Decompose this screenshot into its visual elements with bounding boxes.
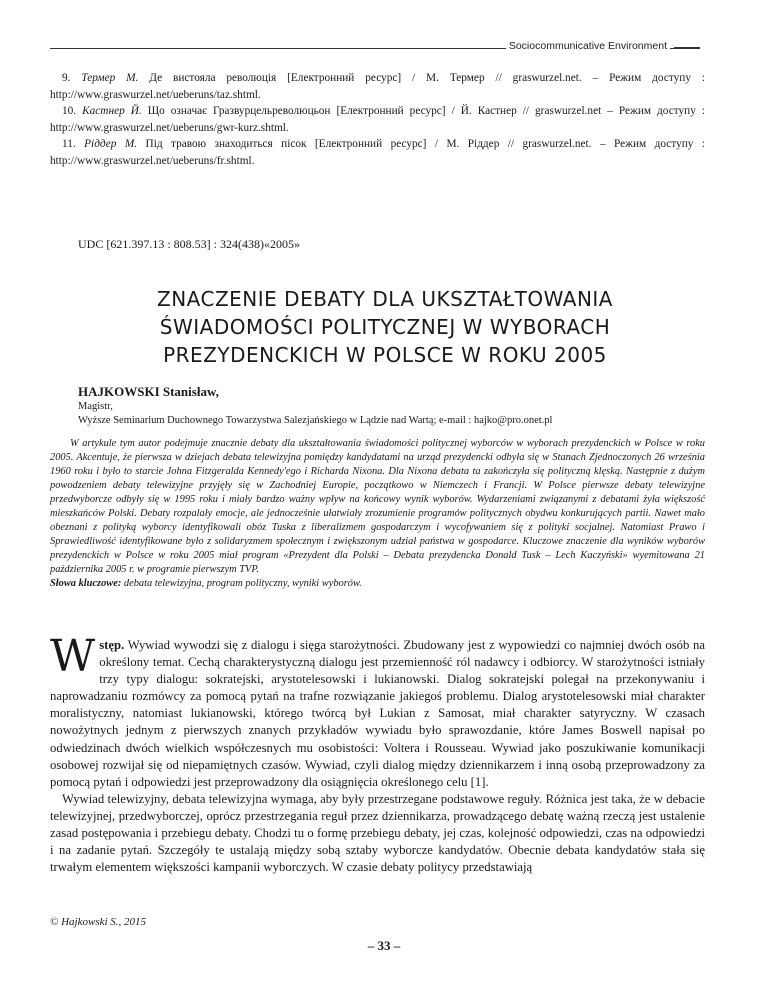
journal-name: Sociocommunicative Environment xyxy=(506,40,670,52)
reference-author: Термер М. xyxy=(81,72,139,84)
header-rule-tail xyxy=(674,47,700,49)
abstract xyxy=(50,437,705,590)
title-line: PREZYDENCKICH W POLSCE W ROKU 2005 xyxy=(163,343,607,367)
keywords-label: Słowa kluczowe: xyxy=(50,577,122,589)
copyright: © Hajkowski S., 2015 xyxy=(50,916,147,928)
page-number: – 33 – xyxy=(367,938,401,953)
author-block xyxy=(78,384,698,428)
title-line: ZNACZENIE DEBATY DLA UKSZTAŁTOWANIA xyxy=(157,287,613,311)
reference-list xyxy=(50,70,705,169)
reference-item: 10. Кастнер Й. Що означає Гразвурцельреволюцьон [Електронний ресурс] / Й. Кастнер // graswurzel.net – Режим доступу : http://www.graswurzel.net/ueberuns/gwr-kurz.shtml. xyxy=(50,105,705,134)
drop-cap: W xyxy=(50,631,96,682)
body-paragraph: Wywiad telewizyjny, debata telewizyjna wymaga, aby były przestrzegane podstawowe reguły. Różnica jest taka, że w debacie telewizyjnej, przedwyborczej, oprócz przestrzegania reguł przez dziennikarza, prowadzącego debatę ważną rzeczą jest ustalenie zasad postępowania i przebiegu debaty. Chodzi tu o formę przebiegu debaty, jej czas, kolejność odpowiedzi, czas na odpowiedzi i na zadanie pytań. Szczegóły te ustalają między sobą sztaby wyborcze kandydatów. Obecnie debata kandydatów stała się trwałym elementem większości kampanii wyborczych. W czasie debaty politycy przedstawiają xyxy=(50,791,705,875)
reference-author: Кастнер Й. xyxy=(82,105,142,117)
author-affiliation: Wyższe Seminarium Duchownego Towarzystwa Salezjańskiego w Lądzie nad Wartą; e-mail : hajko@pro.onet.pl xyxy=(78,415,553,426)
article-title xyxy=(60,285,710,369)
reference-item: 9. Термер М. Де вистояла революція [Електронний ресурс] / М. Термер // graswurzel.net. – Режим доступу : http://www.graswurzel.net/ueberuns/taz.shtml. xyxy=(50,72,706,101)
keywords xyxy=(50,577,705,591)
reference-author: Ріддер М. xyxy=(84,138,138,150)
abstract-text: W artykule tym autor podejmuje znacznie debaty dla ukształtowania świadomości politycznej wyborców w wyborach prezydenckich w Polsce w roku 2005. Akcentuje, że pierwsza w dziejach debata telewizyjna pomiędzy kandydatami na urząd prezydencki odbyła się w Stanach Zjednoczonych 26 września 1960 roku i było to starcie Johna Fitzgeralda Kennedy'ego i Richarda Nixona. Dla Nixona debata ta zakończyła się polityczną klęską. Następnie z dużym powodzeniem debaty telewizyjne przyjęły się w Zachodniej Europie, początkowo w Niemczech i Francji. W Polsce pierwsze debaty telewizyjne przedwyborcze odbyły się w 1995 roku i miały bardzo ważny wpływ na końcowy wynik wyborów. Wydarzeniami związanymi z debatami żyła większość mieszkańców Polski. Debaty rozpalały emocje, ale jednocześnie ułatwiały zrozumienie programów politycznych obydwu konkurujących partii. Nawet mało obeznani z polityką wyborcy identyfikowali obóz Tuska z liberalizmem gospodarczym i wycofywaniem się z polityki socjalnej. Natomiast Prawo i Sprawiedliwość identyfikowane było z solidaryzmem społecznym i zwiększonym udział państwa w gospodarce. Kluczowe znaczenie dla wyników wyborów prezydenckich w Polsce w roku 2005 miał program «Prezydent dla Polski – Debata prezydencka Donald Tusk – Lech Kaczyński» wyemitowana 21 października 2005 r. w programie pierwszym TVP. xyxy=(50,438,705,575)
udc-code: UDC [621.397.13 : 808.53] : 324(438)«2005» xyxy=(78,237,300,251)
body-paragraph: Wstęp. Wywiad wywodzi się z dialogu i sięga starożytności. Zbudowany jest z wypowiedzi co najmniej dwóch osób na określony temat. Cechą charakterystyczną dialogu jest przemienność ról nadawcy i odbiorcy. W starożytności istniały trzy typy dialogu: sokratejski, arystotelesowski i lukianowski. Dialog sokratejski polegał na przekonywaniu i naprowadzaniu rozmówcy za pomocą pytań na trafne rozwiązanie jakiegoś problemu. Dialog arystotelesowski miał charakter moralistyczny, natomiast lukianowski, którego twórcą był Lukian z Samosat, miał charakter satyryczny. W czasach nowożytnych jednym z pierwszych znanych przykładów wywiadu było sprawozdanie, które James Boswell napisał po odwiedzinach dwóch wielkich współczesnych mu osobistości: Voltera i Rousseau. Wywiad jako poszukiwanie komunikacji osobowej rozwijał się od niepamiętnych czasów. Wywiad, czyli dialog między dziennikarzem i inną osobą przeprowadzony za pomocą pytań i odpowiedzi jest przeprowadzony dla osiągnięcia określonego celu [1]. xyxy=(50,631,705,789)
section-lead: stęp. xyxy=(99,638,125,652)
title-line: ŚWIADOMOŚCI POLITYCZNEJ W WYBORACH xyxy=(159,315,611,339)
article-body xyxy=(50,631,705,876)
running-header xyxy=(50,40,700,56)
keywords-list: debata telewizyjna, program polityczny, wyniki wyborów. xyxy=(121,577,362,589)
author-degree: Magistr, xyxy=(78,401,113,412)
author-name: HAJKOWSKI Stanisław, xyxy=(78,384,219,399)
reference-item: 11. Ріддер М. Під травою знаходиться пісок [Електронний ресурс] / М. Ріддер // graswurzel.net. – Режим доступу : http://www.graswurzel.net/ueberuns/fr.shtml. xyxy=(50,138,706,167)
